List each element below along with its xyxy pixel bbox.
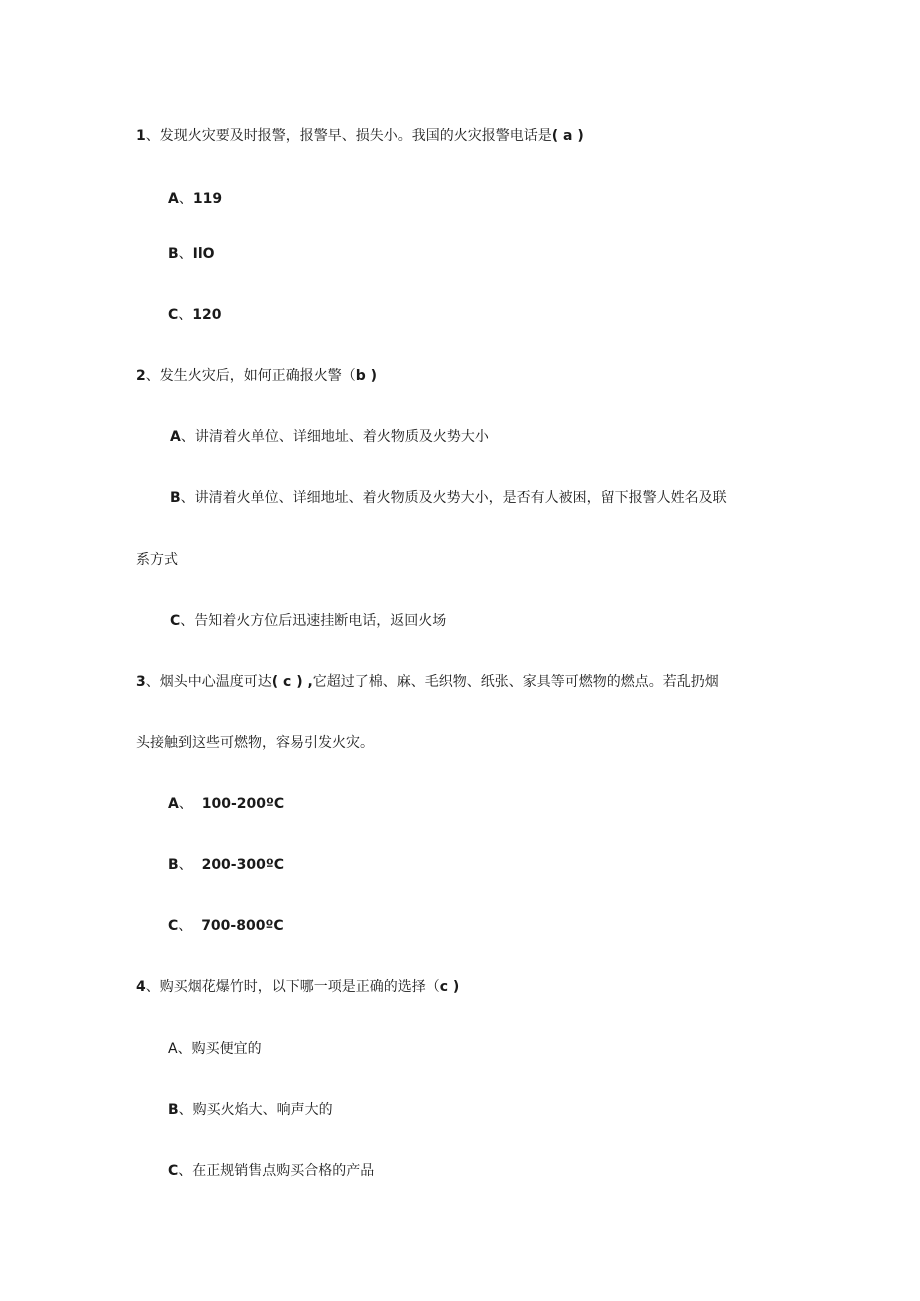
option-text: 119 xyxy=(192,191,223,207)
question-number: 2 xyxy=(136,368,146,384)
option-letter: C xyxy=(170,613,181,629)
option-1b xyxy=(168,244,215,264)
option-2a xyxy=(170,427,489,447)
question-text: 发现火灾要及时报警，报警早、损失小。我国的火灾报警电话是 xyxy=(159,128,552,144)
option-4a xyxy=(168,1039,262,1059)
option-text: 购买便宜的 xyxy=(191,1041,262,1057)
question-answer: ( c ) , xyxy=(271,674,313,690)
option-text-continuation: 系方式 xyxy=(136,552,178,568)
question-sep: 、 xyxy=(145,128,160,144)
option-1c xyxy=(168,305,222,325)
option-sep: 、 xyxy=(180,490,195,506)
question-3-continuation xyxy=(136,733,374,753)
question-answer: c ) xyxy=(439,979,460,995)
option-letter: A xyxy=(168,191,179,207)
option-text: 200-300ºC xyxy=(201,857,285,873)
option-sep: 、 xyxy=(180,429,195,445)
option-1a xyxy=(168,189,222,209)
option-text: 告知着火方位后迅速挂断电话，返回火场 xyxy=(194,613,447,629)
option-letter: A xyxy=(168,1041,178,1057)
option-text: 700-800ºC xyxy=(201,918,284,934)
question-text: 烟头中心温度可达 xyxy=(159,674,272,690)
option-letter: B xyxy=(168,1102,179,1118)
option-sep: 、 xyxy=(178,918,193,934)
option-3c xyxy=(168,916,284,936)
question-number: 4 xyxy=(136,979,146,995)
option-letter: C xyxy=(168,307,179,323)
option-letter: A xyxy=(168,796,179,812)
option-text: IlO xyxy=(192,246,215,262)
option-letter: A xyxy=(170,429,181,445)
option-letter: B xyxy=(170,490,181,506)
option-sep: 、 xyxy=(178,246,193,262)
option-text: 100-200ºC xyxy=(201,796,285,812)
option-text: 购买火焰大、响声大的 xyxy=(192,1102,333,1118)
option-sep: 、 xyxy=(178,857,193,873)
option-sep: 、 xyxy=(178,1163,193,1179)
question-sep: 、 xyxy=(145,368,160,384)
option-sep: 、 xyxy=(180,613,195,629)
option-text: 120 xyxy=(192,307,222,323)
question-sep: 、 xyxy=(145,979,160,995)
option-sep: 、 xyxy=(178,1102,193,1118)
option-3b xyxy=(168,855,284,875)
question-text-after: 它超过了棉、麻、毛织物、纸张、家具等可燃物的燃点。若乱扔烟 xyxy=(312,674,719,690)
option-letter: B xyxy=(168,857,179,873)
option-text: 讲清着火单位、详细地址、着火物质及火势大小 xyxy=(194,429,489,445)
option-sep: 、 xyxy=(177,1041,192,1057)
question-number: 3 xyxy=(136,674,146,690)
question-1 xyxy=(136,126,584,146)
option-letter: C xyxy=(168,1163,179,1179)
question-4 xyxy=(136,977,459,997)
option-2b-continuation xyxy=(136,550,178,570)
option-4c xyxy=(168,1161,374,1181)
question-text-continuation: 头接触到这些可燃物，容易引发火灾。 xyxy=(136,735,374,751)
option-text: 在正规销售点购买合格的产品 xyxy=(192,1163,375,1179)
option-sep: 、 xyxy=(178,191,193,207)
question-2 xyxy=(136,366,377,386)
option-sep: 、 xyxy=(178,307,193,323)
option-3a xyxy=(168,794,284,814)
option-2b xyxy=(170,488,727,508)
option-letter: C xyxy=(168,918,179,934)
question-sep: 、 xyxy=(145,674,160,690)
option-4b xyxy=(168,1100,333,1120)
option-text: 讲清着火单位、详细地址、着火物质及火势大小，是否有人被困，留下报警人姓名及联 xyxy=(194,490,727,506)
option-2c xyxy=(170,611,446,631)
question-answer: b ) xyxy=(355,368,378,384)
question-text: 购买烟花爆竹时，以下哪一项是正确的选择（ xyxy=(159,979,440,995)
question-3 xyxy=(136,672,719,692)
question-number: 1 xyxy=(136,128,146,144)
option-sep: 、 xyxy=(178,796,193,812)
question-answer: ( a ) xyxy=(551,128,584,144)
question-text: 发生火灾后，如何正确报火警（ xyxy=(159,368,356,384)
option-letter: B xyxy=(168,246,179,262)
